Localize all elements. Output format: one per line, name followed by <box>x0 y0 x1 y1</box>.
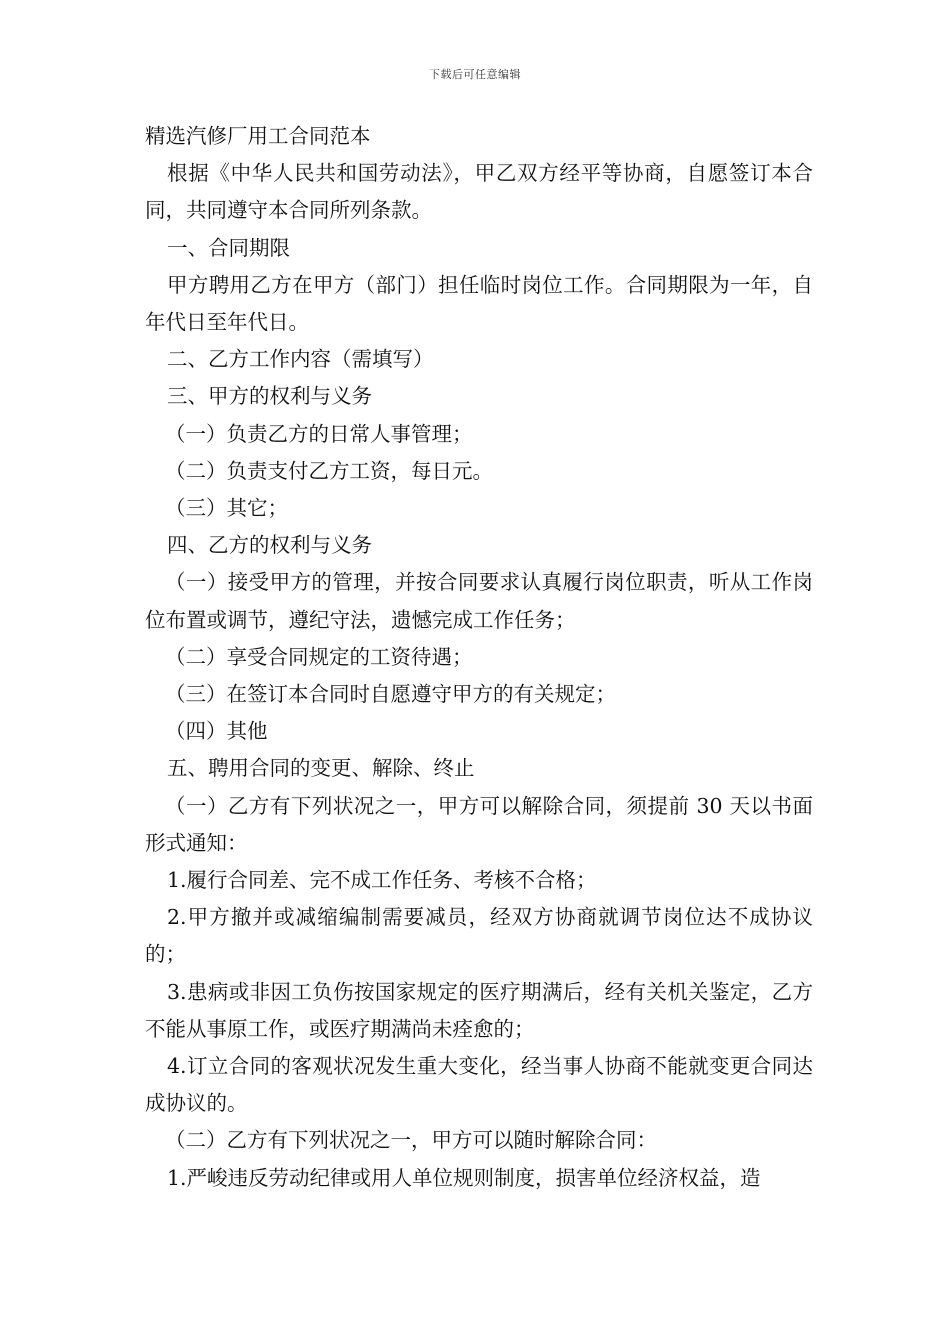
paragraph: 甲方聘用乙方在甲方（部门）担任临时岗位工作。合同期限为一年，自年代日至年代日。 <box>145 272 813 335</box>
numbered-item: 2.甲方撤并或减缩编制需要减员，经双方协商就调节岗位达不成协议的； <box>145 905 813 967</box>
list-item: （二）乙方有下列状况之一，甲方可以随时解除合同： <box>165 1128 657 1153</box>
numbered-item: 4.订立合同的客观状况发生重大变化，经当事人协商不能就变更合同达成协议的。 <box>145 1054 813 1116</box>
list-item: （一）乙方有下列状况之一，甲方可以解除合同，须提前 30 天以书面形式通知： <box>145 793 813 855</box>
section-heading: 三、甲方的权利与义务 <box>167 384 372 409</box>
numbered-item: 3.患病或非因工负伤按国家规定的医疗期满后，经有关机关鉴定，乙方不能从事原工作，或医疗期满尚未痊愈的； <box>145 979 813 1041</box>
list-item: （二）享受合同规定的工资待遇； <box>165 644 473 669</box>
list-item: （三）其它； <box>165 496 288 521</box>
section-heading: 一、合同期限 <box>167 235 290 260</box>
numbered-item: 1.履行合同差、完不成工作任务、考核不合格； <box>167 868 597 893</box>
paragraph: 根据《中华人民共和国劳动法》，甲乙双方经平等协商，自愿签订本合同，共同遵守本合同所列条款。 <box>145 161 813 223</box>
list-item: （一）负责乙方的日常人事管理； <box>165 421 473 446</box>
numbered-item: 1.严峻违反劳动纪律或用人单位规则制度，损害单位经济权益，造 <box>167 1165 761 1190</box>
list-item: （四）其他 <box>165 719 268 744</box>
list-item: （一）接受甲方的管理，并按合同要求认真履行岗位职责，听从工作岗位布置或调节，遵纪守法，遗憾完成工作任务； <box>145 570 813 632</box>
document-body <box>145 118 813 1197</box>
list-item: （二）负责支付乙方工资，每日元。 <box>165 458 493 483</box>
document-title: 精选汽修厂用工合同范本 <box>145 124 371 148</box>
section-heading: 五、聘用合同的变更、解除、终止 <box>167 756 475 781</box>
section-heading: 二、乙方工作内容（需填写） <box>167 347 434 372</box>
header-note: 下载后可任意编辑 <box>429 68 521 81</box>
section-heading: 四、乙方的权利与义务 <box>167 533 372 558</box>
list-item: （三）在签订本合同时自愿遵守甲方的有关规定； <box>165 682 616 707</box>
